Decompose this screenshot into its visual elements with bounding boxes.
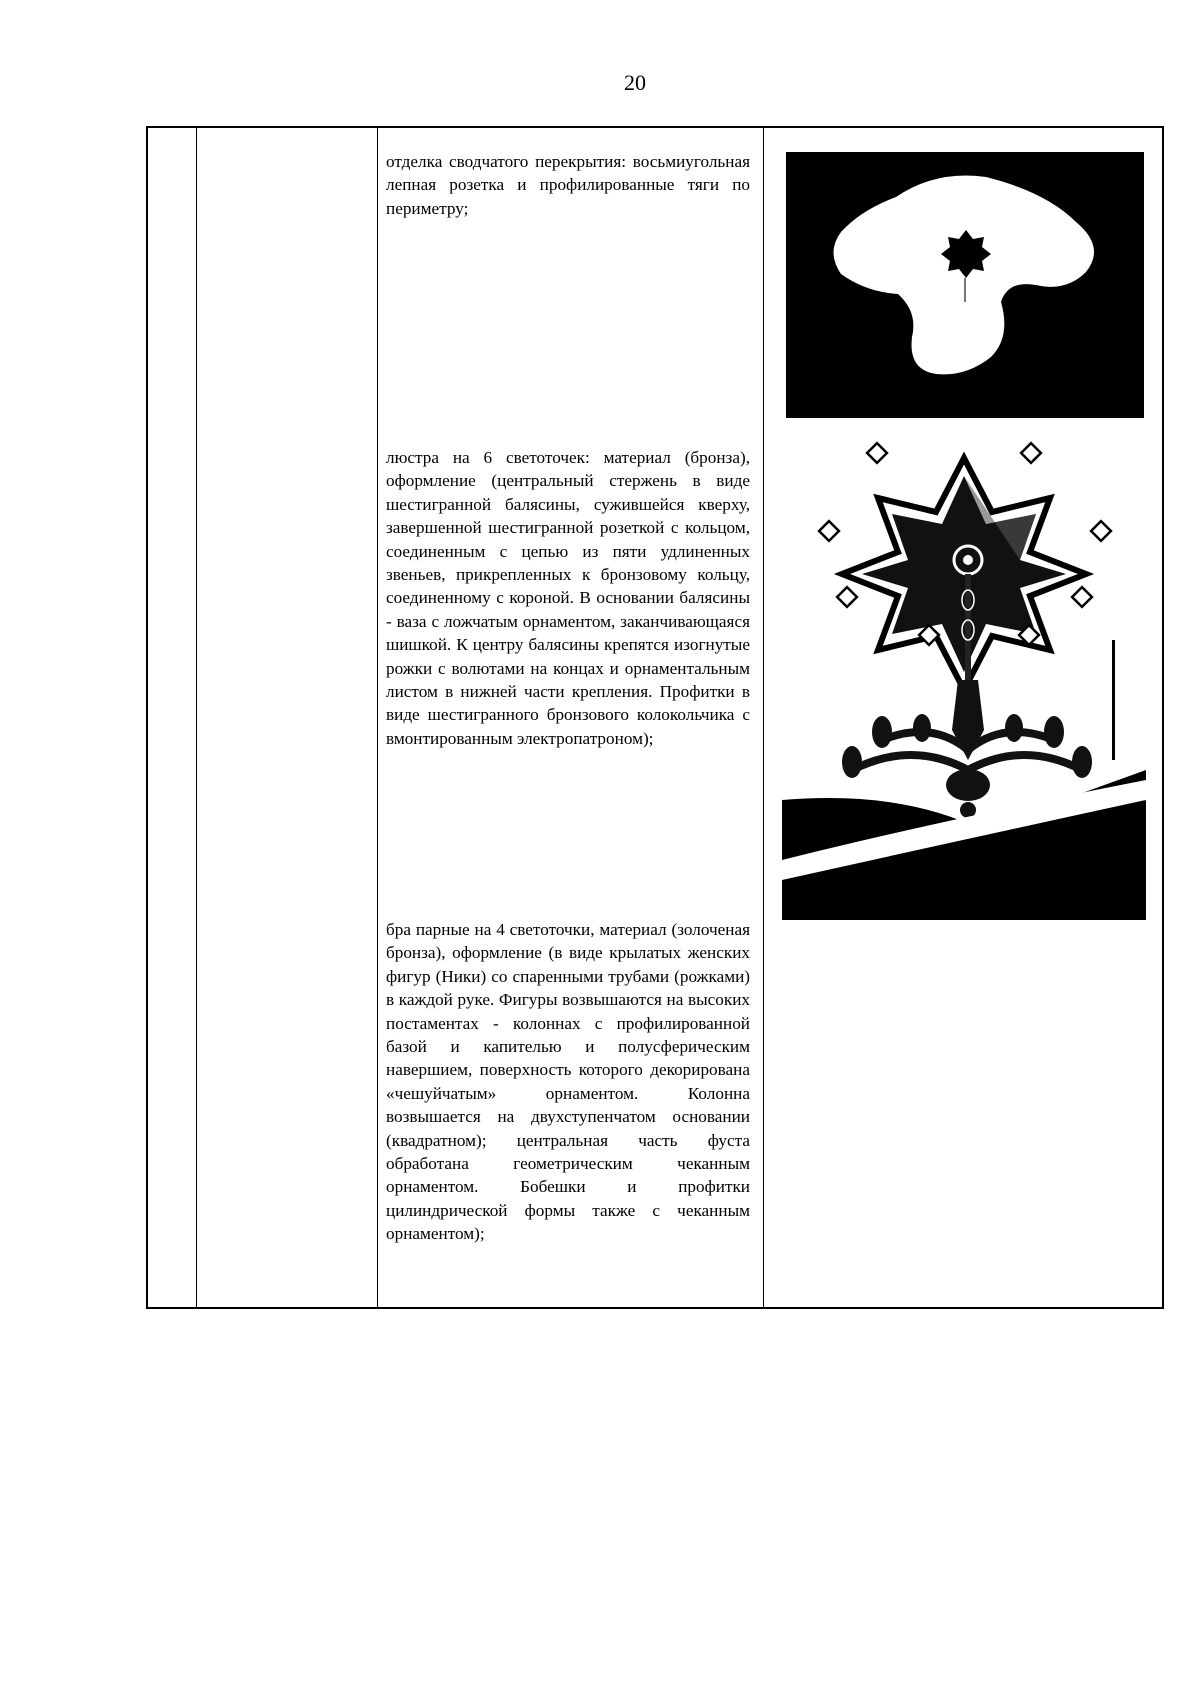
chandelier-photo xyxy=(782,440,1146,920)
sconces-description: бра парные на 4 светоточки, материал (золоченая бронза), оформление (в виде крылатых женских фигур (Ники) со спаренными трубами (рожками) в каждой руке. Фигуры возвышаются на высоких постаментах - колоннах с профилированной базой и капителью и полусферическим навершием, поверхность которого декорирована «чешуйчатым» орнаментом. Колонна возвышается на двухступенчатом основании (квадратном); центральная часть фуста обработана геометрическим чеканным орнаментом. Бобешки и профитки цилиндрической формы также с чеканным орнаментом); xyxy=(386,920,750,1244)
ceiling-rosette-photo xyxy=(786,152,1144,418)
column-divider-1 xyxy=(196,128,197,1307)
description-cell-sconces xyxy=(386,918,750,1246)
description-cell-chandelier xyxy=(386,446,750,750)
rosette-star-icon xyxy=(941,230,991,278)
page-number: 20 xyxy=(624,70,646,95)
description-cell-rosette xyxy=(386,150,750,220)
column-divider-3 xyxy=(763,128,764,1307)
column-divider-2 xyxy=(377,128,378,1307)
chandelier-description: люстра на 6 светоточек: материал (бронза), оформление (центральный стержень в виде шестигранной балясины, сужившейся кверху, завершенной шестигранной розеткой с кольцом, соединенным с цепью из пяти удлиненных звеньев, прикрепленных к бронзовому кольцу, соединенному с короной. В основании балясины - ваза с ложчатым орнаментом, заканчивающаяся шишкой. К центру балясины крепятся изогнутые рожки с волютами на концах и орнаментальным листом в нижней части крепления. Профитки в виде шестигранного бронзового колокольчика с вмонтированным электропатроном); xyxy=(386,448,750,748)
rosette-description: отделка сводчатого перекрытия: восьмиугольная лепная розетка и профилированные тяги по периметру; xyxy=(386,152,750,218)
